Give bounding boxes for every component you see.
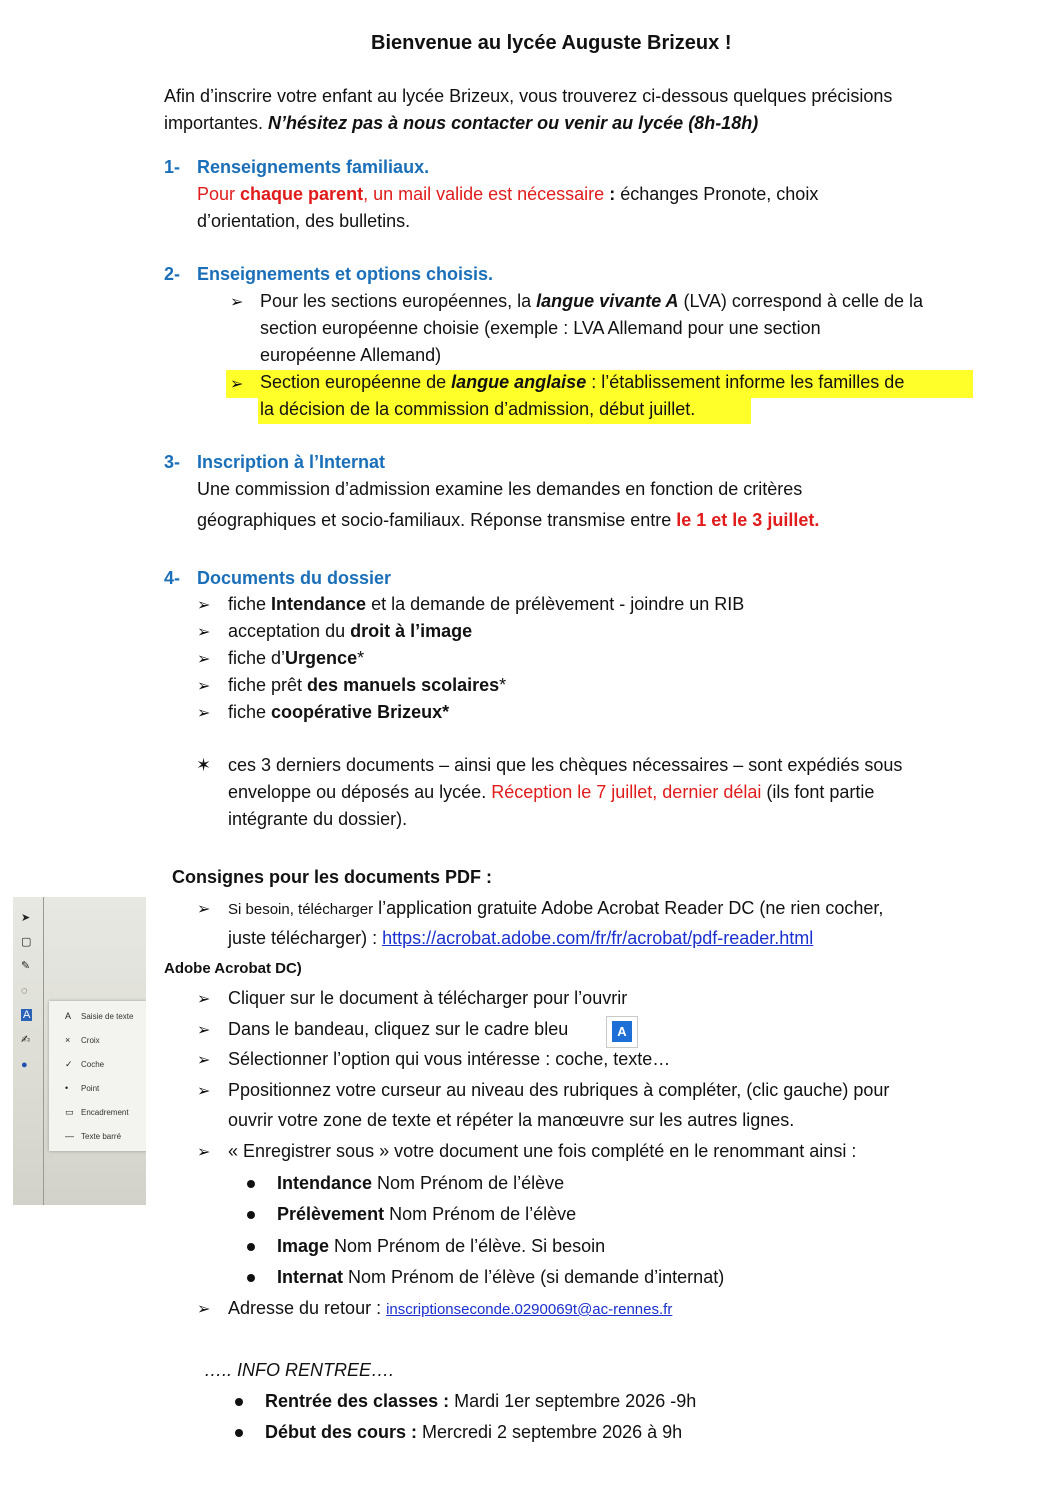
pdf-step-6: « Enregistrer sous » votre document une fois complété en le renommant ainsi : — [228, 1141, 857, 1161]
text-tool-icon: A — [23, 1009, 31, 1021]
return-address: Adresse du retour : inscriptionseconde.0290069t@ac-rennes.fr — [228, 1298, 673, 1318]
arrow-bullet-icon: ➢ — [197, 705, 211, 722]
pdf-step-1-line-2: juste télécharger) : https://acrobat.adobe.com/fr/fr/acrobat/pdf-reader.html — [228, 928, 814, 948]
section-2-number: 2- — [164, 264, 181, 284]
pdf-instructions-heading: Consignes pour les documents PDF : — [172, 867, 493, 887]
point-icon: • — [65, 1083, 69, 1093]
arrow-bullet-icon: ➢ — [197, 678, 211, 695]
pen-tool-icon: ✎ — [21, 960, 31, 972]
bullet-dot-icon — [247, 1211, 255, 1219]
pdf-step-5-line-1: Ppositionnez votre curseur au niveau des rubriques à compléter, (clic gauche) pour — [228, 1080, 890, 1100]
comment-tool-icon: ▢ — [21, 936, 32, 948]
intro-line-2: importantes. N’hésitez pas à nous contacter ou venir au lycée (8h-18h) — [164, 113, 759, 133]
section-3-line-1: Une commission d’admission examine les demandes en fonction de critères — [197, 479, 803, 499]
section-3-number: 3- — [164, 452, 181, 472]
arrow-bullet-icon: ➢ — [197, 1301, 211, 1318]
note-line-3: intégrante du dossier). — [228, 809, 408, 829]
arrow-bullet-icon: ➢ — [197, 1144, 211, 1161]
lasso-tool-icon: ◌ — [21, 985, 28, 997]
section-3-line-2: géographiques et socio-familiaux. Réponse transmise entre le 1 et le 3 juillet. — [197, 510, 820, 530]
section-2-heading: Enseignements et options choisis. — [197, 264, 494, 284]
section-2-bullet-2-line-2: la décision de la commission d’admission, début juillet. — [260, 399, 696, 419]
arrow-bullet-icon: ➢ — [197, 991, 211, 1008]
document-item-2: acceptation du droit à l’image — [228, 621, 473, 641]
check-icon: ✓ — [65, 1059, 73, 1069]
pdf-step-3: Dans le bandeau, cliquez sur le cadre bleu — [228, 1019, 569, 1039]
info-rentree-classes: Rentrée des classes : Mardi 1er septembre 2026 -9h — [265, 1391, 697, 1411]
filename-rule-3: Image Nom Prénom de l’élève. Si besoin — [277, 1236, 606, 1256]
section-2-bullet-1-line-1: Pour les sections européennes, la langue vivante A (LVA) correspond à celle de la — [260, 291, 924, 311]
menu-item-check[interactable]: Coche — [81, 1060, 105, 1069]
tool-dropdown-menu — [49, 1001, 146, 1151]
document-item-4: fiche prêt des manuels scolaires* — [228, 675, 507, 695]
document-item-3: fiche d’Urgence* — [228, 648, 365, 668]
arrow-bullet-icon: ➢ — [230, 376, 244, 393]
arrow-bullet-icon: ➢ — [230, 294, 244, 311]
note-line-2: enveloppe ou déposés au lycée. Réception le 7 juillet, dernier délai (ils font partie — [228, 782, 875, 802]
info-heading: ….. INFO RENTREE…. — [204, 1360, 395, 1380]
acrobat-download-link[interactable]: https://acrobat.adobe.com/fr/fr/acrobat/pdf-reader.html — [382, 928, 814, 948]
bullet-dot-icon — [235, 1398, 243, 1406]
pdf-step-5-line-2: ouvrir votre zone de texte et répéter la manœuvre sur les autres lignes. — [228, 1110, 795, 1130]
bullet-dot-icon — [247, 1274, 255, 1282]
page-title: Bienvenue au lycée Auguste Brizeux ! — [371, 32, 732, 54]
arrow-bullet-icon: ➢ — [197, 597, 211, 614]
signature-tool-icon: ✍ — [21, 1034, 31, 1046]
section-1-heading: Renseignements familiaux. — [197, 157, 430, 177]
section-2-bullet-2-line-1: Section européenne de langue anglaise : l’établissement informe les familles de — [260, 372, 905, 392]
section-2-bullet-1-line-2: section européenne choisie (exemple : LVA Allemand pour une section — [260, 318, 821, 338]
color-dot-icon: ● — [21, 1059, 28, 1071]
text-icon: A — [65, 1011, 72, 1021]
pdf-step-4: Sélectionner l’option qui vous intéresse : coche, texte… — [228, 1049, 671, 1069]
cross-icon: × — [65, 1035, 71, 1045]
arrow-bullet-icon: ➢ — [197, 1052, 211, 1069]
filename-rule-1: Intendance Nom Prénom de l’élève — [277, 1173, 565, 1193]
section-4-heading: Documents du dossier — [197, 568, 392, 588]
frame-icon: ▭ — [65, 1107, 74, 1117]
bullet-dot-icon — [235, 1429, 243, 1437]
arrow-bullet-icon: ➢ — [197, 1022, 211, 1039]
bullet-dot-icon — [247, 1243, 255, 1251]
section-2-bullet-1-line-3: européenne Allemand) — [260, 345, 442, 365]
section-3-heading: Inscription à l’Internat — [197, 452, 386, 472]
pdf-subheading: Adobe Acrobat DC) — [164, 960, 302, 977]
arrow-bullet-icon: ➢ — [197, 1083, 211, 1100]
intro-line-1: Afin d’inscrire votre enfant au lycée Brizeux, vous trouverez ci-dessous quelques précisions — [164, 86, 893, 106]
menu-item-point[interactable]: Point — [81, 1084, 100, 1093]
pdf-step-2: Cliquer sur le document à télécharger pour l’ouvrir — [228, 988, 628, 1008]
panel-divider — [43, 897, 44, 1205]
section-1-line-1: Pour chaque parent, un mail valide est nécessaire : échanges Pronote, choix — [197, 184, 819, 204]
arrow-bullet-icon: ➢ — [197, 651, 211, 668]
acrobat-menu-screenshot — [13, 897, 146, 1205]
asterisk-bullet-icon: ✶ — [196, 755, 212, 775]
pdf-step-1-line-1: Si besoin, télécharger l’application gratuite Adobe Acrobat Reader DC (ne rien cocher, — [228, 898, 884, 918]
filename-rule-2: Prélèvement Nom Prénom de l’élève — [277, 1204, 577, 1224]
document-item-1: fiche Intendance et la demande de prélèvement - joindre un RIB — [228, 594, 745, 614]
note-line-1: ces 3 derniers documents – ainsi que les chèques nécessaires – sont expédiés sous — [228, 755, 903, 775]
arrow-bullet-icon: ➢ — [197, 624, 211, 641]
section-4-number: 4- — [164, 568, 181, 588]
section-1-number: 1- — [164, 157, 181, 177]
menu-item-frame[interactable]: Encadrement — [81, 1108, 129, 1117]
return-email-link[interactable]: inscriptionseconde.0290069t@ac-rennes.fr — [386, 1301, 673, 1318]
text-field-tool-icon: A — [606, 1016, 638, 1048]
filename-rule-4: Internat Nom Prénom de l’élève (si demande d’internat) — [277, 1267, 725, 1287]
menu-item-text[interactable]: Saisie de texte — [81, 1012, 134, 1021]
arrow-bullet-icon: ➢ — [197, 901, 211, 918]
cursor-tool-icon: ➤ — [21, 912, 31, 924]
strikethrough-icon: — — [65, 1131, 74, 1141]
document-item-5: fiche coopérative Brizeux* — [228, 702, 450, 722]
menu-item-cross[interactable]: Croix — [81, 1036, 100, 1045]
bullet-dot-icon — [247, 1180, 255, 1188]
info-debut-cours: Début des cours : Mercredi 2 septembre 2026 à 9h — [265, 1422, 683, 1442]
section-1-line-2: d’orientation, des bulletins. — [197, 211, 411, 231]
menu-item-strikethrough[interactable]: Texte barré — [81, 1132, 122, 1141]
